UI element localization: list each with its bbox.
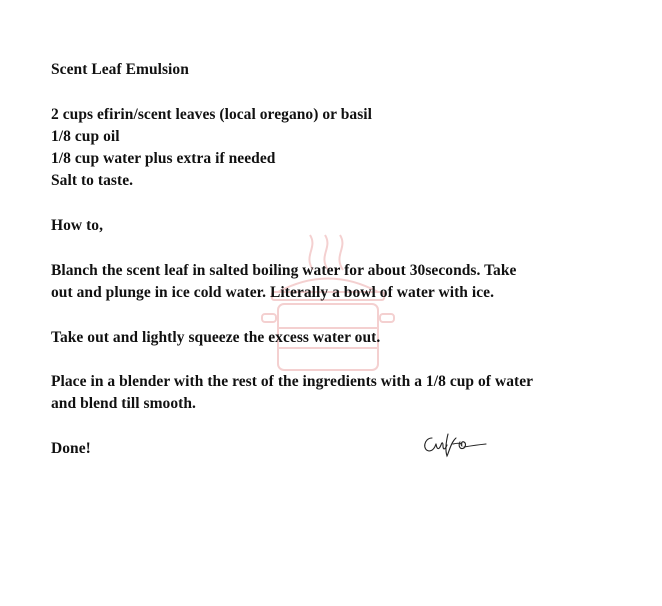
ingredient-item: Salt to taste. [51, 172, 134, 190]
signature-icon [420, 428, 490, 460]
done-text: Done! [51, 440, 91, 458]
recipe-document [51, 59, 611, 460]
recipe-title: Scent Leaf Emulsion [51, 61, 189, 78]
ingredient-item: 1/8 cup oil [51, 127, 120, 145]
howto-heading: How to, [51, 217, 104, 235]
step-line: out and plunge in ice cold water. Literally a bowl of water with ice. [51, 283, 495, 301]
ingredient-item: 1/8 cup water plus extra if needed [51, 150, 276, 168]
ingredient-item: 2 cups efirin/scent leaves (local oregano) or basil [51, 105, 372, 123]
step-line: Take out and lightly squeeze the excess water out. [51, 328, 381, 346]
step-line: Blanch the scent leaf in salted boiling water for about 30seconds. Take [51, 261, 517, 279]
step-line: and blend till smooth. [51, 395, 196, 413]
step-line: Place in a blender with the rest of the ingredients with a 1/8 cup of water [51, 373, 534, 391]
